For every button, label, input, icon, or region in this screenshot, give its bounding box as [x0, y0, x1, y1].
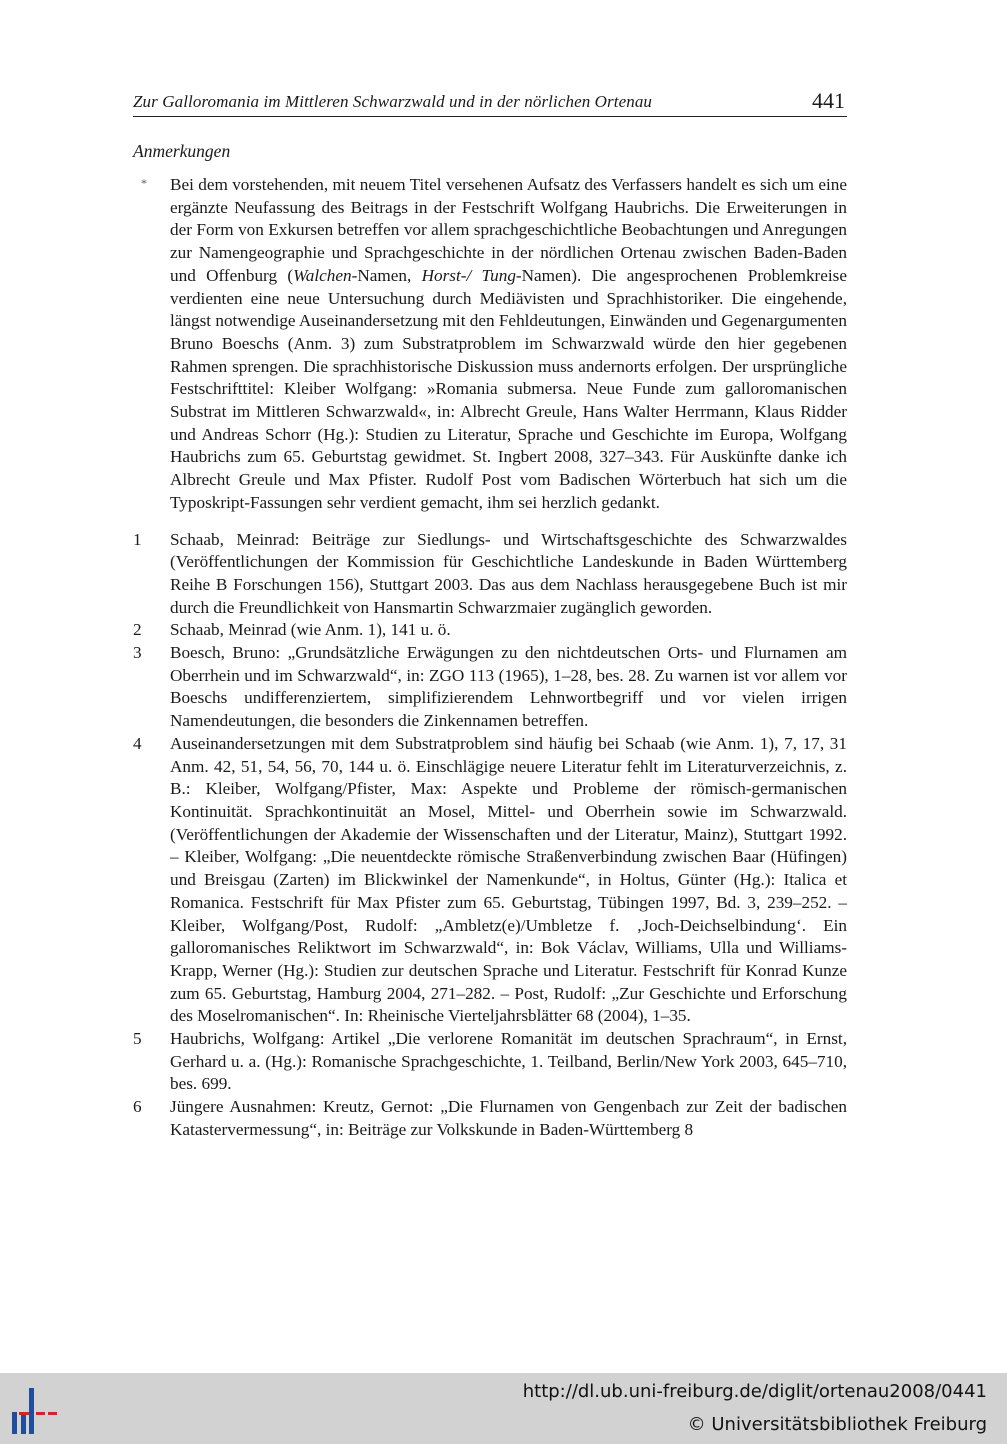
- footnote-marker: 2: [133, 620, 142, 640]
- footnote: [133, 733, 847, 1028]
- footnote-text: -Namen,: [351, 265, 422, 285]
- footer-url-link[interactable]: http://dl.ub.uni-freiburg.de/diglit/ortenau2008/0441: [522, 1381, 987, 1402]
- footnote-text: Boesch, Bruno: „Grundsätzliche Erwägungen zu den nichtdeutschen Orts- und Flurnamen am Oberrhein und im Schwarzwald“, in: ZGO 113 (1965), 1–28, bes. 28. Zu warnen ist vor allem vor Boeschs undifferenziertem, simplifizierendem Lehnwortbegriff und vor vielen irrigen Namendeutungen, die besonders die Zinkennamen betreffen.: [170, 643, 847, 731]
- footnote-text: Auseinandersetzungen mit dem Substratproblem sind häufig bei Schaab (wie Anm. 1), 7, 17, 31 Anm. 42, 51, 54, 56, 70, 144 u. ö. Einschlägige neuere Literatur fehlt im Literaturverzeichnis, z. B.: Kleiber, Wolfgang/Pfister, Max: Aspekte und Probleme der römisch-germanischen Kontinuität. Sprachkontinuität an Mosel, Mittel- und Oberrhein sowie im Schwarzwald. (Veröffentlichungen der Akademie der Wissenschaften und der Literatur, Mainz), Stuttgart 1992. – Kleiber, Wolfgang: „Die neuentdeckte römische Straßenverbindung zwischen Baar (Hüfingen) und Breisgau (Zarten) im Blickwinkel der Namenkunde“, in Holtus, Günter (Hg.): Italica et Romanica. Festschrift für Max Pfister zum 65. Geburtstag, Tübingen 1997, Bd. 3, 239–252. – Kleiber, Wolfgang/Post, Rudolf: „Ambletz(e)/Umbletze f. ‚Joch-Deichselbindung‘. Ein galloromanisches Reliktwort im Schwarzwald“, in: Bok Václav, Williams, Ulla und Williams-Krapp, Werner (Hg.): Studien zur deutschen Sprache und Literatur. Festschrift für Konrad Kunze zum 65. Geburtstag, Hamburg 2004, 271–282. – Post, Rudolf: „Zur Geschichte und Erforschung des Moselromanischen“. In: Rheinische Vierteljahrsblätter 68 (2004), 1–35.: [170, 733, 847, 1026]
- footnote: [133, 619, 847, 642]
- footnote-text: Schaab, Meinrad (wie Anm. 1), 141 u. ö.: [170, 620, 451, 640]
- footnote: [133, 1096, 847, 1141]
- footnote-text: -Namen). Die angesprochenen Problemkreise verdienten eine neue Untersuchung durch Mediävisten und Sprachhistoriker. Die eingehende, längst notwendige Auseinandersetzung mit den Fehldeutungen, Einwänden und Gegenargumenten Bruno Boeschs (Anm. 3) zum Substratproblem im Schwarzwald würde den hier gegebenen Rahmen sprengen. Die sprachhistorische Diskussion muss andernorts erfolgen. Der ursprüngliche Festschrifttitel: Kleiber Wolfgang: »Romania submersa. Neue Funde zum galloromanischen Substrat im Mittleren Schwarzwald«, in: Albrecht Greule, Hans Walter Herrmann, Klaus Ridder und Andreas Schorr (Hg.): Studien zu Literatur, Sprache und Geschichte im Europa, Wolfgang Haubrichs zum 65. Geburtstag gewidmet. St. Ingbert 2008, 327–343. Für Auskünfte danke ich Albrecht Greule und Max Pfister. Rudolf Post vom Badischen Wörterbuch hat sich um die Typoskript-Fassungen sehr verdient gemacht, ihm sei herzlich gedankt.: [170, 265, 847, 512]
- footnote-text: Horst-/ Tung: [421, 265, 516, 285]
- footnote-text: Schaab, Meinrad: Beiträge zur Siedlungs- und Wirtschaftsgeschichte des Schwarzwaldes (Veröffentlichungen der Kommission für Geschichtliche Landeskunde in Baden Württemberg Reihe B Forschungen 156), Stuttgart 2003. Das aus dem Nachlass herausgegebene Buch ist mir durch die Freundlichkeit von Hansmartin Schwarzmaier zugänglich geworden.: [170, 529, 847, 617]
- footer-bar: [0, 1373, 1007, 1444]
- footnote: [133, 174, 847, 515]
- footnote: [133, 1028, 847, 1096]
- footnote-marker: *: [141, 176, 147, 190]
- notes-list: [133, 174, 847, 1142]
- footnote-marker: 4: [133, 733, 142, 753]
- footnote-text: Walchen: [293, 265, 352, 285]
- footer-copyright: © Universitätsbibliothek Freiburg: [687, 1414, 987, 1435]
- section-heading: Anmerkungen: [133, 141, 231, 161]
- footnote-marker: 1: [133, 529, 142, 549]
- footnote-text: Bei dem vorstehenden, mit neuem Titel versehenen Aufsatz des Verfassers handelt es sich um eine ergänzte Neufassung des Beitrags in der Festschrift Wolfgang Haubrichs. Die Erweiterungen in der Form von Exkursen betreffen vor allem sprachgeschichtliche Beobachtungen und Anregungen zur Namengeographie und Sprachgeschichte in der nördlichen Ortenau zwischen Baden-Baden und Offenburg (: [170, 175, 847, 285]
- footnote-marker: 3: [133, 643, 142, 663]
- footnote: [133, 642, 847, 733]
- footnote-marker: 6: [133, 1097, 142, 1117]
- library-logo-icon: [10, 1385, 66, 1437]
- running-head-title: Zur Galloromania im Mittleren Schwarzwald und in der nörlichen Ortenau: [133, 92, 653, 111]
- footnote-text: Jüngere Ausnahmen: Kreutz, Gernot: „Die Flurnamen von Gengenbach zur Zeit der badischen Katastervermessung“, in: Beiträge zur Volkskunde in Baden-Württemberg 8: [170, 1097, 847, 1139]
- page-number: 441: [812, 88, 845, 113]
- footnote-text: Haubrichs, Wolfgang: Artikel „Die verlorene Romanität im deutschen Sprachraum“, in Ernst, Gerhard u. a. (Hg.): Romanische Sprachgeschichte, 1. Teilband, Berlin/New York 2003, 645–710, bes. 699.: [170, 1029, 847, 1094]
- footnote: [133, 529, 847, 620]
- footnote-marker: 5: [133, 1029, 142, 1049]
- running-head: [133, 86, 847, 117]
